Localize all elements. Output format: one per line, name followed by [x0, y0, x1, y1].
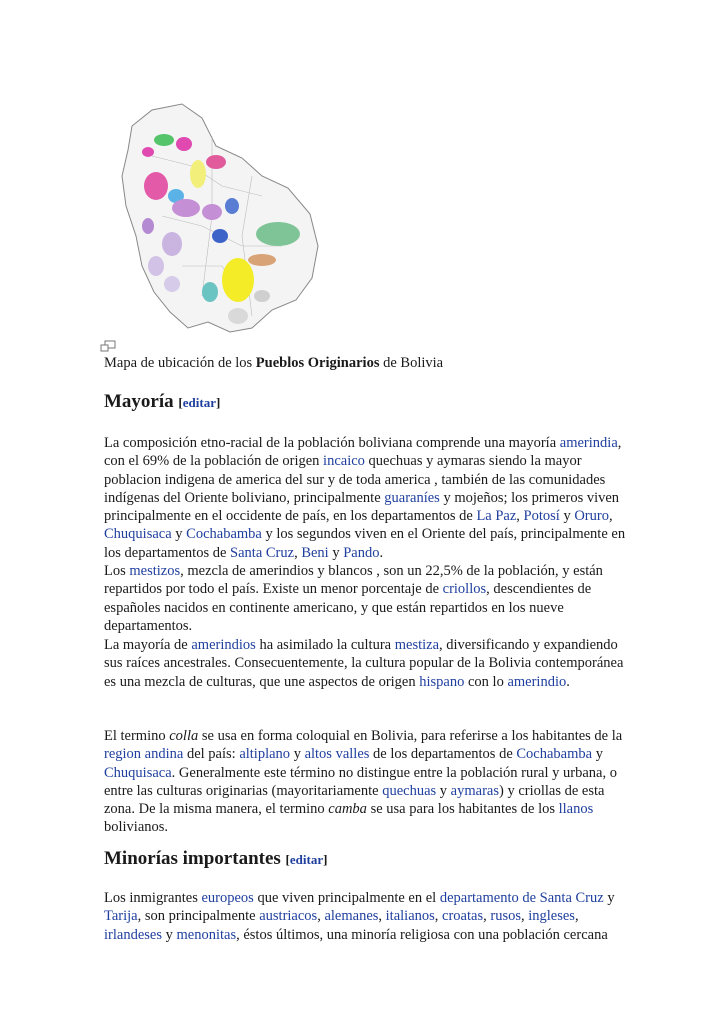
inline-link[interactable]: ingleses: [528, 908, 575, 925]
paragraph-text: , descendientes de españoles nacidos en continente americano, y que están repartidos en los nueve departamentos.: [104, 581, 592, 634]
edit-bracket-open: [: [178, 395, 183, 410]
paragraph-text: y: [603, 890, 615, 906]
inline-link[interactable]: Oruro: [574, 508, 609, 525]
inline-link[interactable]: Beni: [301, 544, 329, 561]
paragraph-text: se usa para los habitantes de los: [366, 801, 559, 818]
inline-link[interactable]: amerindia: [559, 435, 618, 451]
inline-link[interactable]: quechuas: [382, 782, 437, 799]
paragraph-text: ,: [434, 908, 443, 925]
inline-link[interactable]: llanos: [558, 801, 594, 818]
paragraph-text: y: [328, 544, 344, 561]
paragraph-text: . Generalmente este término no distingue entre la población rural y urbana, o entre las culturas originarias (mayoritariamente: [104, 764, 617, 799]
inline-link[interactable]: altos valles: [304, 746, 370, 763]
inline-link[interactable]: incaico: [323, 453, 365, 470]
inline-link[interactable]: amerindios: [191, 637, 256, 653]
edit-link[interactable]: editar: [182, 395, 216, 410]
paragraph-text: La composición etno-racial de la población boliviana comprende una mayoría: [104, 435, 560, 451]
inline-link[interactable]: La Paz: [476, 508, 517, 525]
inline-link[interactable]: austriacos: [259, 908, 318, 925]
emphasis-text: colla: [169, 728, 199, 744]
inline-link[interactable]: Tarija: [104, 908, 138, 925]
inline-link[interactable]: Chuquisaca: [104, 526, 172, 543]
bolivia-ethnic-map: [112, 96, 326, 336]
paragraph: [104, 889, 626, 944]
inline-link[interactable]: Santa Cruz: [230, 544, 295, 561]
inline-link[interactable]: Pando: [343, 544, 380, 561]
inline-link[interactable]: guaraníes: [384, 489, 440, 506]
enlarge-icon[interactable]: [100, 340, 116, 352]
paragraph: [104, 434, 626, 562]
section-heading-minorias: [104, 848, 327, 871]
paragraph-text: y mojeños; los primeros viven principalmente en el occidente de país, en los departamentos de: [104, 489, 620, 525]
paragraph-text: ,: [574, 908, 579, 925]
inline-link[interactable]: region andina: [104, 746, 184, 763]
paragraph-text: y: [436, 782, 451, 799]
paragraph-text: , éstos últimos, una minoría religiosa con una población cercana: [236, 926, 608, 943]
paragraph-text: ,: [483, 908, 491, 925]
inline-link[interactable]: alemanes: [324, 908, 379, 925]
paragraph-text: ,: [608, 508, 613, 525]
inline-link[interactable]: mestiza: [394, 637, 440, 653]
paragraph-text: Los inmigrantes: [104, 890, 202, 906]
inline-link[interactable]: europeos: [201, 890, 254, 906]
edit-section-link: [178, 395, 220, 410]
inline-link[interactable]: hispano: [419, 673, 465, 690]
caption-bold: Pueblos Originarios: [255, 355, 380, 371]
paragraph-text: , con el 69% de la población de origen: [104, 435, 622, 470]
paragraph-text: .: [379, 544, 384, 561]
paragraph: [104, 727, 626, 837]
inline-link[interactable]: criollos: [442, 581, 487, 598]
paragraph-text: , son principalmente: [137, 908, 260, 925]
inline-link[interactable]: aymaras: [450, 782, 499, 799]
map-caption: [104, 354, 624, 372]
inline-link[interactable]: irlandeses: [104, 926, 162, 943]
inline-link[interactable]: departamento de Santa Cruz: [439, 890, 604, 906]
edit-bracket-close: ]: [215, 395, 221, 410]
caption-pre: Mapa de ubicación de los: [104, 355, 256, 371]
paragraph-text: quechuas y aymaras siendo la mayor poblacion indigena de america del sur y de toda america , también de las comunidades indígenas del Oriente boliviano, principalmente: [104, 453, 606, 506]
section-heading-mayoria: [104, 391, 220, 414]
edit-bracket-close: ]: [323, 852, 328, 867]
edit-section-link: [286, 852, 328, 867]
paragraph-text: ,: [520, 908, 529, 925]
inline-link[interactable]: italianos: [385, 908, 435, 925]
inline-link[interactable]: altiplano: [239, 746, 291, 763]
inline-link[interactable]: Potosí: [523, 508, 560, 525]
paragraph-text: bolivianos.: [104, 819, 169, 836]
paragraph-text: ha asimilado la cultura: [255, 637, 395, 653]
emphasis-text: camba: [328, 801, 367, 818]
inline-link[interactable]: mestizos: [129, 563, 181, 579]
paragraph-text: , diversificando y expandiendo sus raíces ancestrales. Consecuentemente, la cultura popular de la Bolivia contemporánea es una mezcla de culturas, que une aspectos de origen: [104, 637, 624, 690]
paragraph-text: , mezcla de amerindios y blancos , son un 22,5% de la población, y están repartidos por todo el país. Existe un menor porcentaje de: [104, 563, 603, 598]
inline-link[interactable]: amerindio: [507, 673, 567, 690]
inline-link[interactable]: rusos: [490, 908, 521, 925]
section-title: Mayoría: [104, 391, 174, 412]
paragraph: [104, 562, 626, 635]
paragraph-text: y: [559, 508, 575, 525]
paragraph-text: ,: [294, 544, 302, 561]
paragraph-text: se usa en forma coloquial en Bolivia, para referirse a los habitantes de la: [198, 728, 623, 744]
paragraph-text: y los segundos viven en el Oriente del país, principalmente en los departamentos de: [104, 526, 626, 561]
paragraph-text: ) y criollas de esta zona. De la misma manera, el termino: [104, 782, 605, 818]
paragraph-text: Los: [104, 563, 130, 579]
edit-link[interactable]: editar: [289, 852, 324, 867]
paragraph-text: .: [566, 673, 570, 690]
inline-link[interactable]: Cochabamba: [516, 746, 593, 763]
inline-link[interactable]: Cochabamba: [186, 526, 262, 543]
paragraph-text: ,: [516, 508, 524, 525]
paragraph-text: de los departamentos de: [369, 746, 517, 763]
paragraph-text: y: [161, 926, 177, 943]
paragraph-text: del país:: [183, 746, 240, 763]
paragraph-text: ,: [378, 908, 386, 925]
paragraph-text: La mayoría de: [104, 637, 192, 653]
paragraph-text: y: [171, 526, 187, 543]
section-title: Minorías importantes: [104, 848, 281, 869]
inline-link[interactable]: Chuquisaca: [104, 764, 172, 781]
caption-post: de Bolivia: [379, 355, 444, 371]
paragraph-text: ,: [317, 908, 325, 925]
inline-link[interactable]: croatas: [442, 908, 484, 925]
paragraph-text: y: [592, 746, 603, 763]
edit-bracket-open: [: [285, 852, 290, 867]
paragraph: [104, 636, 626, 691]
paragraph-text: El termino: [104, 728, 170, 744]
paragraph-text: con lo: [464, 673, 508, 690]
paragraph-text: y: [290, 746, 305, 763]
paragraph-text: que viven principalmente en el: [253, 890, 440, 906]
inline-link[interactable]: menonitas: [176, 926, 237, 943]
